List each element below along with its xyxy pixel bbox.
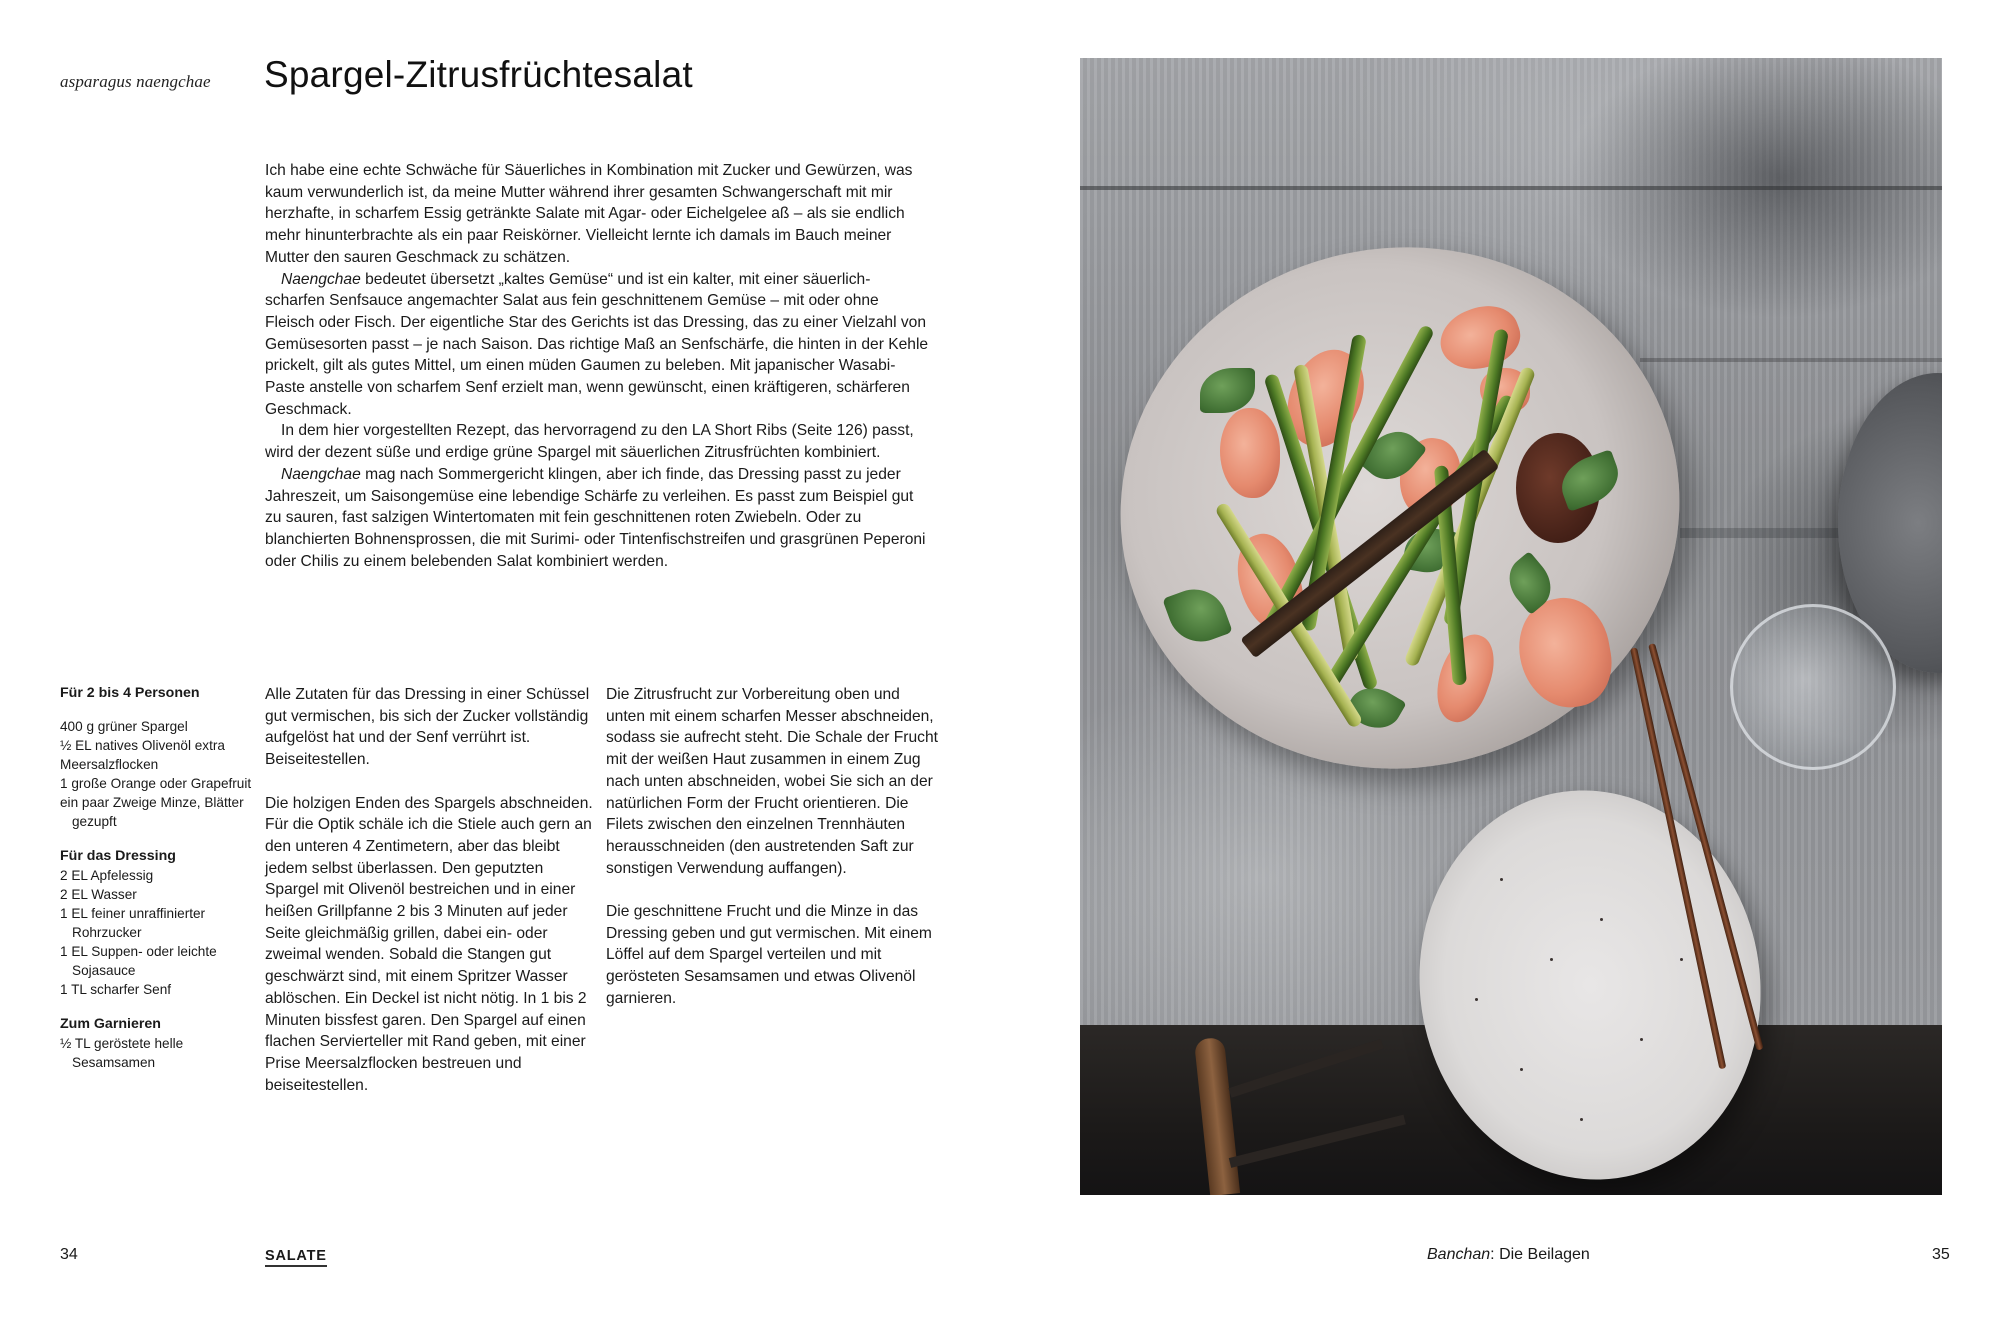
ingredient-item: 2 EL Apfelessig	[60, 868, 154, 883]
intro-paragraph-1: Ich habe eine echte Schwäche für Säuerliches in Kombination mit Zucker und Gewürzen, was kaum verwunderlich ist, da meine Mutter während ihrer gesamten Schwangerschaft mit mir herzhafte, in scharfem Essig getränkte Salate mit Agar- oder Eichelgelee aß – als sie endlich mehr hinunterbrachte als ein paar Reiskörner. Vielleicht lernte ich damals im Bauch meiner Mutter den sauren Geschmack zu schätzen.	[265, 162, 913, 266]
ingredient-item: ½ EL natives Olivenöl extra	[60, 738, 225, 753]
method-step-3: Die Zitrusfrucht zur Vorbereitung oben und unten mit einem scharfen Messer abschneiden, sodass sie aufrecht steht. Die Schale der Frucht mit der weißen Haut zusammen in einem Zug nach unten abschneiden, wobei Sie sich an der natürlichen Form der Frucht orientieren. Die Filets zwischen den einzelnen Trennhäuten herausschneiden (den austretenden Saft zur sonstigen Verwendung auffangen).	[606, 686, 938, 877]
ingredient-item: 1 EL Suppen- oder leichte Sojasauce	[60, 944, 217, 978]
ingredients-list	[60, 684, 260, 1088]
method-column-2	[606, 684, 941, 1031]
plate-speck	[1680, 958, 1683, 961]
ingredient-item: ½ TL geröstete helle Sesamsamen	[60, 1036, 184, 1070]
mint-leaf	[1200, 368, 1255, 413]
running-header-text: : Die Beilagen	[1490, 1246, 1590, 1263]
citrus-segment	[1220, 408, 1280, 498]
method-step-1: Alle Zutaten für das Dressing in einer Schüssel gut vermischen, bis sich der Zucker vollständig aufgelöst hat und der Senf verrührt ist. Beiseitestellen.	[265, 686, 590, 769]
asparagus-salad	[1160, 198, 1630, 728]
page-number-left: 34	[60, 1246, 78, 1263]
method-column-1	[265, 684, 600, 1118]
dressing-heading: Für das Dressing	[60, 848, 176, 864]
table-groove	[1640, 358, 1942, 362]
ingredient-item: 1 TL scharfer Senf	[60, 982, 172, 997]
plate-speck	[1500, 878, 1503, 881]
recipe-subtitle: asparagus naengchae	[60, 72, 211, 91]
intro-paragraph-2-text: bedeutet übersetzt „kaltes Gemüse“ und ist ein kalter, mit einer säuerlich-scharfen Senfsauce angemachter Salat aus fein geschnittenem Gemüse – mit oder ohne Fleisch oder Fisch. Der eigentliche Star des Gerichts ist das Dressing, das zu einer Vielzahl von Gemüsesorten passt – je nach Saison. Das richtige Maß an Senfschärfe, die hinten in der Kehle prickelt, gilt als gutes Mittel, um einen müden Gaumen zu beleben. Mit japanischer Wasabi-Paste anstelle von scharfem Senf erzielt man, wenn gewünscht, einen kräftigeren, schärferen Geschmack.	[265, 270, 929, 418]
mint-leaf	[1554, 449, 1626, 512]
running-header-emphasis: Banchan	[1427, 1246, 1491, 1263]
intro-paragraph-3: In dem hier vorgestellten Rezept, das hervorragend zu den LA Short Ribs (Seite 126) passt, wird der dezent süße und erdige grüne Spargel mit säuerlichen Zitrusfrüchten kombiniert.	[265, 422, 914, 462]
ingredient-item: 1 große Orange oder Grapefruit	[60, 776, 252, 791]
plate-speck	[1475, 998, 1478, 1001]
plate-speck	[1580, 1118, 1583, 1121]
plate-speck	[1600, 918, 1603, 921]
garnish-heading: Zum Garnieren	[60, 1016, 161, 1032]
servings-heading: Für 2 bis 4 Personen	[60, 685, 200, 701]
page-number-right: 35	[1932, 1246, 1950, 1263]
ingredient-item: 2 EL Wasser	[60, 887, 137, 902]
ingredient-item: 1 EL feiner unraffinierter Rohrzucker	[60, 906, 206, 940]
section-label: SALATE	[265, 1248, 327, 1267]
intro-paragraph-4	[265, 464, 930, 573]
citrus-segment	[1432, 296, 1528, 380]
recipe-photo	[1080, 58, 1942, 1195]
ingredients-dressing	[60, 847, 260, 999]
table-groove	[1080, 186, 1942, 190]
ingredients-main	[60, 717, 260, 831]
plate-speck	[1520, 1068, 1523, 1071]
intro-paragraph-4-text: mag nach Sommergericht klingen, aber ich finde, das Dressing passt zu jeder Jahreszeit, um Saisongemüse eine lebendige Schärfe zu verleihen. Es passt zum Beispiel gut zu sauren, fast salzigen Wintertomaten mit fein geschnittenen roten Zwiebeln. Oder zu blanchierten Bohnensprossen, die mit Surimi- oder Tintenfischstreifen und grasgrünen Peperoni oder Chilis zu einem belebenden Salat kombiniert werden.	[265, 465, 926, 570]
mint-leaf	[1162, 580, 1232, 650]
method-step-4: Die geschnittene Frucht und die Minze in das Dressing geben und gut vermischen. Mit einem Löffel auf dem Spargel verteilen und mit gerösteten Sesamsamen und etwas Olivenöl garnieren.	[606, 903, 932, 1007]
recipe-title: Spargel-Zitrusfrüchtesalat	[264, 54, 693, 95]
running-header	[1427, 1246, 1590, 1264]
intro-text	[265, 160, 930, 572]
water-glass	[1730, 604, 1896, 770]
ingredients-garnish	[60, 1015, 260, 1072]
ingredient-item: Meersalzflocken	[60, 757, 159, 772]
plate-speck	[1640, 1038, 1643, 1041]
plate-speck	[1550, 958, 1553, 961]
method-step-2: Die holzigen Enden des Spargels abschneiden. Für die Optik schäle ich die Stiele auch gern an den unteren 4 Zentimetern, aber das bleibt jedem selbst überlassen. Den geputzten Spargel mit Olivenöl bestreichen und in einer heißen Grillpfanne 2 bis 3 Minuten auf jeder Seite gleichmäßig grillen, dabei ein- oder zweimal wenden. Sobald die Stangen gut geschwärzt sind, mit einem Spritzer Wasser ablöschen. Ein Deckel ist nicht nötig. In 1 bis 2 Minuten bissfest garen. Den Spargel auf einen flachen Servierteller mit Rand geben, mit einer Prise Meersalzflocken bestreuen und beiseitestellen.	[265, 794, 593, 1094]
ingredient-item: 400 g grüner Spargel	[60, 719, 188, 734]
intro-paragraph-4-emphasis: Naengchae	[281, 465, 361, 483]
intro-paragraph-2	[265, 269, 930, 421]
ingredient-item: ein paar Zweige Minze, Blätter gezupft	[60, 795, 244, 829]
intro-paragraph-2-emphasis: Naengchae	[281, 270, 361, 288]
